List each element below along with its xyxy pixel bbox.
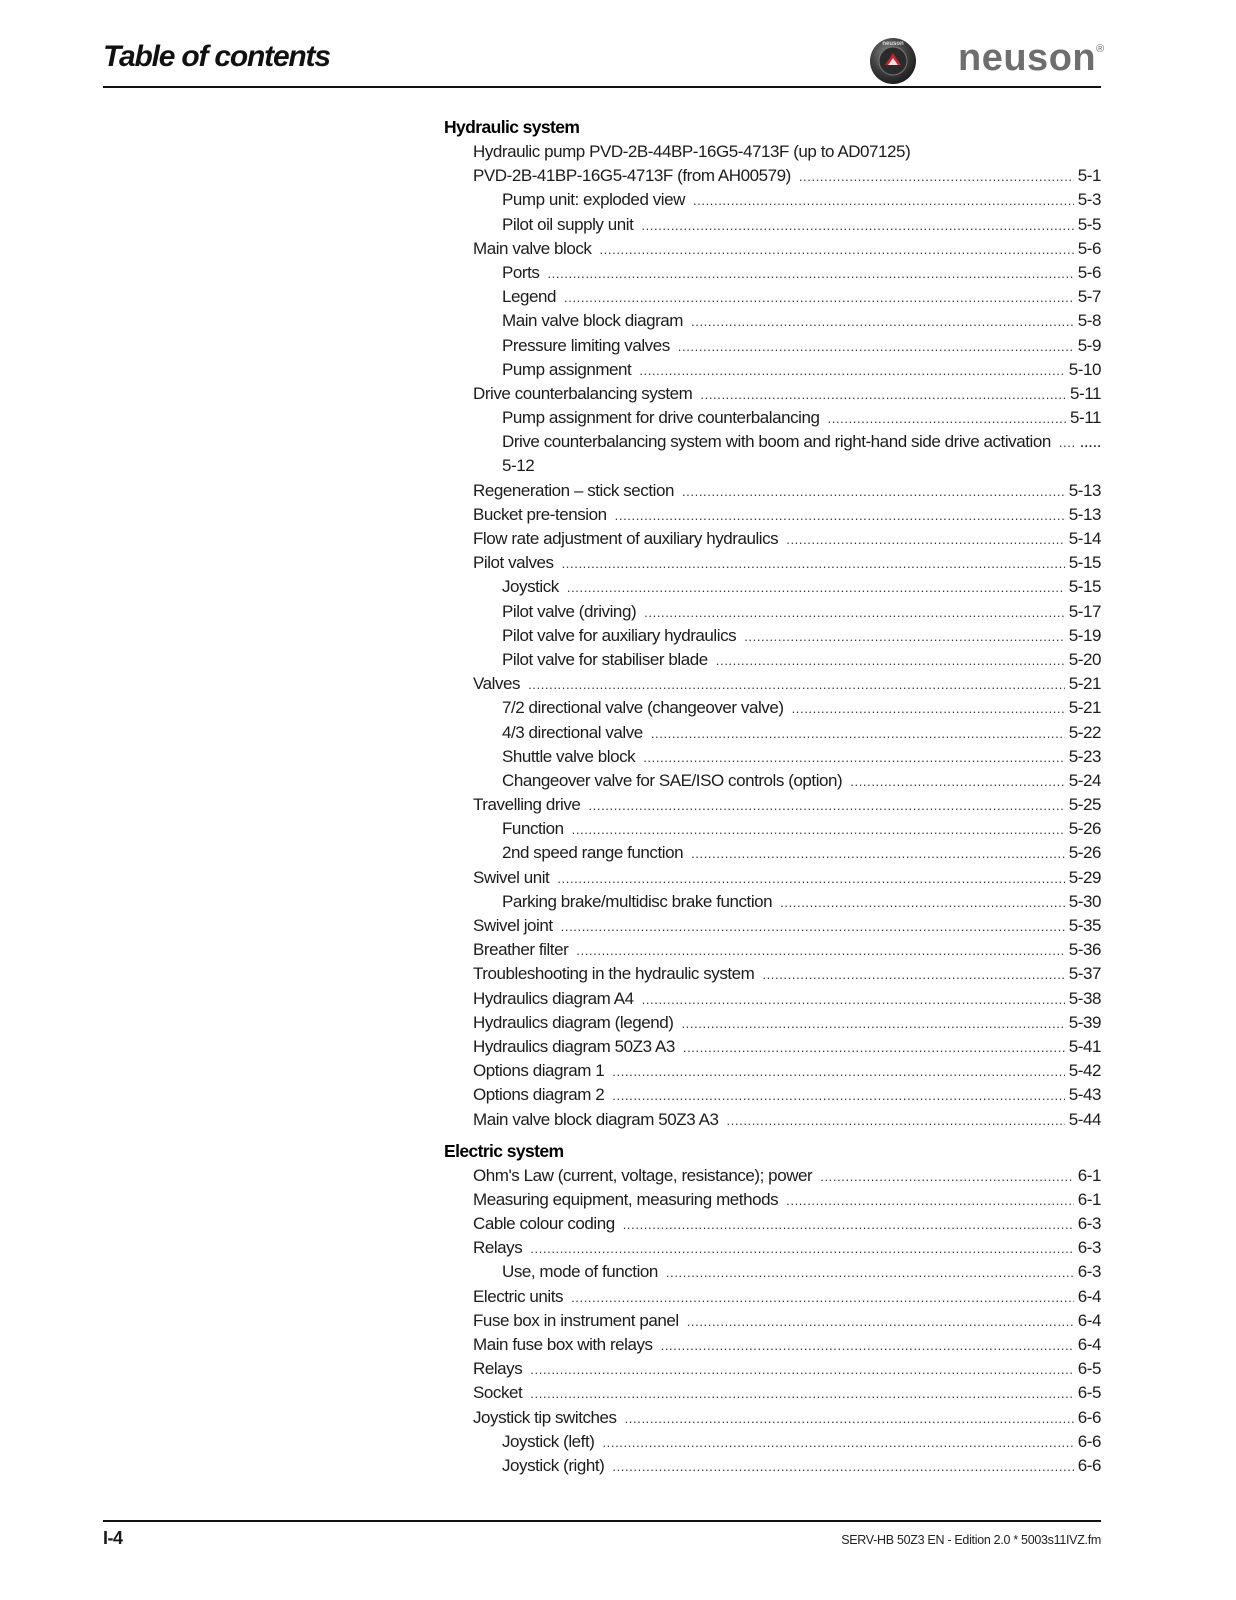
- toc-entry[interactable]: [444, 334, 1101, 358]
- dot-leader: [820, 1165, 1074, 1189]
- toc-entry-page: 5-19: [1068, 625, 1101, 645]
- toc-entry-title: Socket: [473, 1383, 523, 1403]
- dot-leader: [530, 1358, 1074, 1382]
- toc-entry[interactable]: [444, 575, 1101, 599]
- toc-entry-title: Pilot oil supply unit: [502, 214, 634, 234]
- toc-entry[interactable]: [444, 1430, 1101, 1454]
- toc-entry-title: PVD-2B-41BP-16G5-4713F (from AH00579): [473, 166, 791, 186]
- dot-leader: [666, 1261, 1074, 1285]
- toc-entry-page: 5-6: [1077, 238, 1101, 258]
- page-title: Table of contents: [103, 40, 330, 73]
- dot-leader: [691, 842, 1065, 866]
- toc-entry-title: Pilot valve for stabiliser blade: [502, 649, 708, 669]
- dot-leader: [683, 1036, 1065, 1060]
- toc-entry-page: 5-8: [1077, 311, 1101, 331]
- toc-entry-title: Changeover valve for SAE/ISO controls (option): [502, 770, 843, 790]
- dot-leader: [625, 1407, 1074, 1431]
- toc-entry[interactable]: [444, 261, 1101, 285]
- toc-entry[interactable]: [444, 1164, 1101, 1188]
- toc-entry[interactable]: [444, 1059, 1101, 1083]
- toc-entry-title: Main valve block diagram: [502, 311, 684, 331]
- toc-entry-page: 5-37: [1068, 964, 1101, 984]
- toc-entry-title: 4/3 directional valve: [502, 722, 643, 742]
- toc-entry-page: 5-9: [1077, 335, 1101, 355]
- dot-leader: [641, 214, 1073, 238]
- toc-entry[interactable]: [444, 527, 1101, 551]
- dot-leader: [786, 528, 1065, 552]
- toc-entry[interactable]: [444, 987, 1101, 1011]
- dot-leader: [571, 1286, 1074, 1310]
- toc-entry[interactable]: [444, 938, 1101, 962]
- toc-entry[interactable]: [444, 237, 1101, 261]
- dot-leader: [612, 1455, 1073, 1479]
- toc-entry-title: Relays: [473, 1238, 523, 1258]
- toc-entry-title: Hydraulics diagram A4: [473, 988, 634, 1008]
- dot-leader: [700, 383, 1066, 407]
- toc-entry-page: 6-5: [1077, 1383, 1101, 1403]
- toc-entry[interactable]: [444, 624, 1101, 648]
- toc-entry-title: Bucket pre-tension: [473, 504, 607, 524]
- toc-entry-title: Pilot valves: [473, 553, 554, 573]
- toc-entry[interactable]: [444, 721, 1101, 745]
- toc-entry-title: Joystick (left): [502, 1431, 595, 1451]
- toc-entry-page: 6-6: [1077, 1431, 1101, 1451]
- toc-entry-title: Function: [502, 819, 564, 839]
- toc-entry-page: 5-24: [1068, 770, 1101, 790]
- toc-entry-title: Hydraulics diagram 50Z3 A3: [473, 1036, 675, 1056]
- dot-leader: [687, 1310, 1074, 1334]
- toc-entry[interactable]: [444, 914, 1101, 938]
- toc-entry[interactable]: [444, 140, 1101, 164]
- toc-entry[interactable]: [444, 479, 1101, 503]
- toc-entry[interactable]: [444, 1236, 1101, 1260]
- toc-entry-page: 5-41: [1068, 1036, 1101, 1056]
- toc-entry[interactable]: [444, 793, 1101, 817]
- toc-entry-title: Pilot valve (driving): [502, 601, 637, 621]
- toc-entry-title: Options diagram 2: [473, 1085, 605, 1105]
- dot-leader: [528, 673, 1065, 697]
- dot-leader: [530, 1382, 1073, 1406]
- toc-entry-page: 5-25: [1068, 795, 1101, 815]
- toc-entry-page: 6-1: [1077, 1189, 1101, 1209]
- toc-entry-title: Breather filter: [473, 940, 569, 960]
- toc-entry-page: 5-3: [1077, 190, 1101, 210]
- toc-entry-page: 5-7: [1077, 287, 1101, 307]
- toc-entry[interactable]: [444, 188, 1101, 212]
- toc-entry-title: Drive counterbalancing system: [473, 383, 693, 403]
- toc-entry-title: Travelling drive: [473, 795, 581, 815]
- toc-section-heading: Electric system: [444, 1140, 564, 1161]
- brand-wordmark: neuson®: [958, 37, 1105, 79]
- toc-entry-page: 5-15: [1068, 553, 1101, 573]
- toc-entry-page: 6-3: [1077, 1214, 1101, 1234]
- dot-leader: [612, 1084, 1065, 1108]
- dot-leader: [682, 480, 1065, 504]
- dot-leader: [661, 1334, 1074, 1358]
- page-number: I-4: [103, 1528, 123, 1548]
- toc-entry-title: Options diagram 1: [473, 1061, 605, 1081]
- dot-leader: [799, 165, 1074, 189]
- dot-leader: [726, 1109, 1064, 1133]
- toc-entry[interactable]: [444, 164, 1101, 188]
- toc-entry-title: Main valve block diagram 50Z3 A3: [473, 1109, 719, 1129]
- toc-entry-page: 5-39: [1068, 1012, 1101, 1032]
- toc-entry[interactable]: [444, 1309, 1101, 1333]
- toc-entry-page: 5-17: [1068, 601, 1101, 621]
- toc-entry[interactable]: [444, 1357, 1101, 1381]
- toc-entry-title: Regeneration – stick section: [473, 480, 674, 500]
- toc-entry-title: Flow rate adjustment of auxiliary hydraulics: [473, 529, 779, 548]
- dot-leader: [599, 238, 1073, 262]
- toc-entry-page: 5-11: [1070, 408, 1101, 428]
- dot-leader: [780, 891, 1065, 915]
- toc-entry-title: Fuse box in instrument panel: [473, 1310, 679, 1330]
- toc-entry-page: 5-10: [1068, 359, 1101, 379]
- toc-section-heading: Hydraulic system: [444, 117, 580, 137]
- toc-entry-title: Troubleshooting in the hydraulic system: [473, 964, 755, 984]
- toc-entry-page: 5-23: [1068, 746, 1101, 766]
- dot-leader: [644, 601, 1065, 625]
- dot-leader: [562, 552, 1065, 576]
- dot-leader: [576, 939, 1064, 963]
- toc-entry-title: Pump assignment: [502, 359, 632, 379]
- toc-entry-title: Electric units: [473, 1286, 564, 1306]
- dot-leader: [716, 649, 1065, 673]
- toc-entry-page: 5-1: [1077, 166, 1101, 186]
- toc-entry[interactable]: [444, 866, 1101, 890]
- dot-leader: [615, 504, 1065, 528]
- toc-entry[interactable]: [444, 745, 1101, 769]
- toc-entry-title: Pump unit: exploded view: [502, 190, 685, 210]
- toc-entry-page: 5-21: [1068, 698, 1101, 718]
- toc-entry-page: 5-29: [1068, 867, 1101, 887]
- toc-entry[interactable]: [444, 406, 1101, 430]
- toc-entry-page: 5-26: [1068, 843, 1101, 863]
- toc-entry[interactable]: [444, 696, 1101, 720]
- dot-leader: [612, 1060, 1065, 1084]
- dot-leader: [642, 988, 1065, 1012]
- dot-leader: [651, 722, 1065, 746]
- toc-entry-title: Hydraulics diagram (legend): [473, 1012, 674, 1032]
- toc-entry-title: Relays: [473, 1359, 523, 1379]
- dot-leader: [567, 576, 1065, 600]
- toc-entry[interactable]: [444, 551, 1101, 575]
- toc-entry[interactable]: [444, 382, 1101, 406]
- toc-entry[interactable]: [444, 841, 1101, 865]
- neuson-emblem-icon: [868, 35, 918, 85]
- toc-entry[interactable]: [444, 962, 1101, 986]
- dot-leader: [693, 189, 1074, 213]
- dot-leader: [602, 1431, 1073, 1455]
- dot-leader: [530, 1237, 1074, 1261]
- toc-entry[interactable]: [444, 1188, 1101, 1212]
- toc-entry-title: Legend: [502, 287, 557, 307]
- toc-entry-title: Ohm's Law (current, voltage, resistance); power: [473, 1165, 813, 1185]
- toc-entry[interactable]: [444, 1212, 1101, 1236]
- dot-leader: [588, 794, 1064, 818]
- toc-entry[interactable]: [444, 817, 1101, 841]
- dot-leader: [623, 1213, 1074, 1237]
- toc-entry-page: 6-1: [1077, 1165, 1101, 1185]
- toc-entry-page: 5-26: [1068, 819, 1101, 839]
- toc-entry-title: Shuttle valve block: [502, 746, 636, 766]
- toc-entry[interactable]: [444, 430, 1101, 454]
- dot-leader: [557, 867, 1064, 891]
- dot-leader: [643, 746, 1065, 770]
- toc-entry-page: 5-30: [1068, 891, 1101, 911]
- toc-entry-title: 2nd speed range function: [502, 843, 684, 863]
- toc-entry-page: 6-4: [1077, 1335, 1101, 1354]
- toc-entry[interactable]: [444, 309, 1101, 333]
- toc-entry[interactable]: [444, 672, 1101, 696]
- toc-entry-title: Joystick: [502, 577, 559, 597]
- toc-entry-page: 6-3: [1077, 1262, 1101, 1282]
- toc-entry[interactable]: [444, 1333, 1101, 1357]
- dot-leader: [572, 818, 1065, 842]
- toc-entry-title: Ports: [502, 262, 540, 282]
- toc-entry-page: 5-13: [1068, 504, 1101, 524]
- toc-entry-title: Drive counterbalancing system with boom and right-hand side drive activation: [502, 432, 1051, 452]
- dot-leader: [639, 359, 1064, 383]
- toc-entry[interactable]: [444, 648, 1101, 672]
- brand-logo: [868, 35, 1105, 85]
- toc-entry-page: 6-6: [1077, 1407, 1101, 1427]
- toc-entry-page: 6-3: [1077, 1238, 1101, 1258]
- toc-entry-title: Valves: [473, 674, 521, 694]
- toc-entry-page: 5-5: [1077, 214, 1101, 234]
- toc-entry-title: Main valve block: [473, 238, 592, 258]
- toc-entry[interactable]: [444, 213, 1101, 237]
- toc-entry[interactable]: [444, 285, 1101, 309]
- toc-entry[interactable]: [444, 769, 1101, 793]
- toc-entry[interactable]: [444, 503, 1101, 527]
- toc-entry-page: 6-5: [1077, 1359, 1101, 1379]
- dot-leader: [561, 915, 1065, 939]
- toc-entry-page: 5-21: [1068, 674, 1101, 694]
- toc-entry-page: 5-6: [1077, 262, 1101, 282]
- toc-entry-page: .....: [1079, 432, 1101, 452]
- toc-entry-title: Joystick tip switches: [473, 1407, 617, 1427]
- toc-entry-title: Swivel joint: [473, 916, 553, 935]
- toc-entry[interactable]: [444, 358, 1101, 382]
- toc-entry-page: 5-15: [1068, 577, 1101, 597]
- dot-leader: [564, 286, 1074, 310]
- toc-entry[interactable]: [444, 890, 1101, 914]
- dot-leader: [691, 310, 1074, 334]
- toc-entry-page: 5-44: [1068, 1109, 1101, 1129]
- toc-entry-title: Pilot valve for auxiliary hydraulics: [502, 625, 737, 645]
- dot-leader: [792, 697, 1065, 721]
- dot-leader: [828, 407, 1067, 431]
- toc-entry-page-continued: 5-12: [502, 456, 535, 476]
- document-reference: SERV-HB 50Z3 EN - Edition 2.0 * 5003s11IVZ.fm: [841, 1533, 1101, 1547]
- toc-entry-page: 6-4: [1077, 1310, 1101, 1330]
- toc-entry-title: Main fuse box with relays: [473, 1335, 653, 1354]
- toc-entry-title: Parking brake/multidisc brake function: [502, 891, 773, 911]
- toc-entry-page: 5-43: [1068, 1085, 1101, 1105]
- toc-entry-title: Joystick (right): [502, 1455, 605, 1475]
- svg-text:neuson: neuson: [882, 41, 904, 47]
- dot-leader: [786, 1189, 1074, 1213]
- toc-entry-page: 5-38: [1068, 988, 1101, 1008]
- toc-entry-page: 5-11: [1070, 383, 1101, 403]
- toc-entry[interactable]: [444, 1454, 1101, 1478]
- dot-leader: [681, 1012, 1064, 1036]
- header-rule: [103, 86, 1101, 88]
- toc-entry-title: Measuring equipment, measuring methods: [473, 1189, 779, 1209]
- dot-leader: [678, 335, 1074, 359]
- toc-entry[interactable]: [444, 1035, 1101, 1059]
- toc-entry-page: 5-42: [1068, 1061, 1101, 1081]
- dot-leader: [850, 770, 1065, 794]
- toc-entry-page: 5-13: [1068, 480, 1101, 500]
- toc-entry[interactable]: [444, 1260, 1101, 1284]
- toc-entry[interactable]: [444, 1381, 1101, 1405]
- toc-entry[interactable]: [444, 1108, 1101, 1132]
- toc-entry-page: 6-6: [1077, 1455, 1101, 1475]
- toc-entry-title: Cable colour coding: [473, 1214, 615, 1234]
- toc-entry-page: 5-36: [1068, 940, 1101, 960]
- toc-entry-page: 5-35: [1068, 916, 1101, 935]
- toc-entry-title: Pressure limiting valves: [502, 335, 670, 355]
- toc-entry-title: 7/2 directional valve (changeover valve): [502, 698, 784, 718]
- dot-leader: [1059, 431, 1076, 455]
- toc-entry-page: 5-22: [1068, 722, 1101, 742]
- dot-leader: [762, 963, 1064, 987]
- dot-leader: [744, 625, 1065, 649]
- toc-entry-page: 5-20: [1068, 649, 1101, 669]
- toc-entry[interactable]: [444, 1285, 1101, 1309]
- toc-entry-title: Swivel unit: [473, 867, 550, 887]
- toc-entry[interactable]: [444, 1083, 1101, 1107]
- dot-leader: [547, 262, 1073, 286]
- footer-rule: [103, 1520, 1101, 1522]
- toc-entry[interactable]: [444, 600, 1101, 624]
- table-of-contents: [444, 114, 1101, 1478]
- toc-entry-page: 6-4: [1077, 1286, 1101, 1306]
- toc-entry-page: 5-14: [1068, 529, 1101, 548]
- toc-entry-title: Hydraulic pump PVD-2B-44BP-16G5-4713F (up to AD07125): [473, 142, 911, 161]
- toc-entry-title: Use, mode of function: [502, 1262, 658, 1282]
- toc-entry[interactable]: [444, 1406, 1101, 1430]
- toc-entry-title: Pump assignment for drive counterbalancing: [502, 408, 820, 428]
- toc-entry[interactable]: [444, 1011, 1101, 1035]
